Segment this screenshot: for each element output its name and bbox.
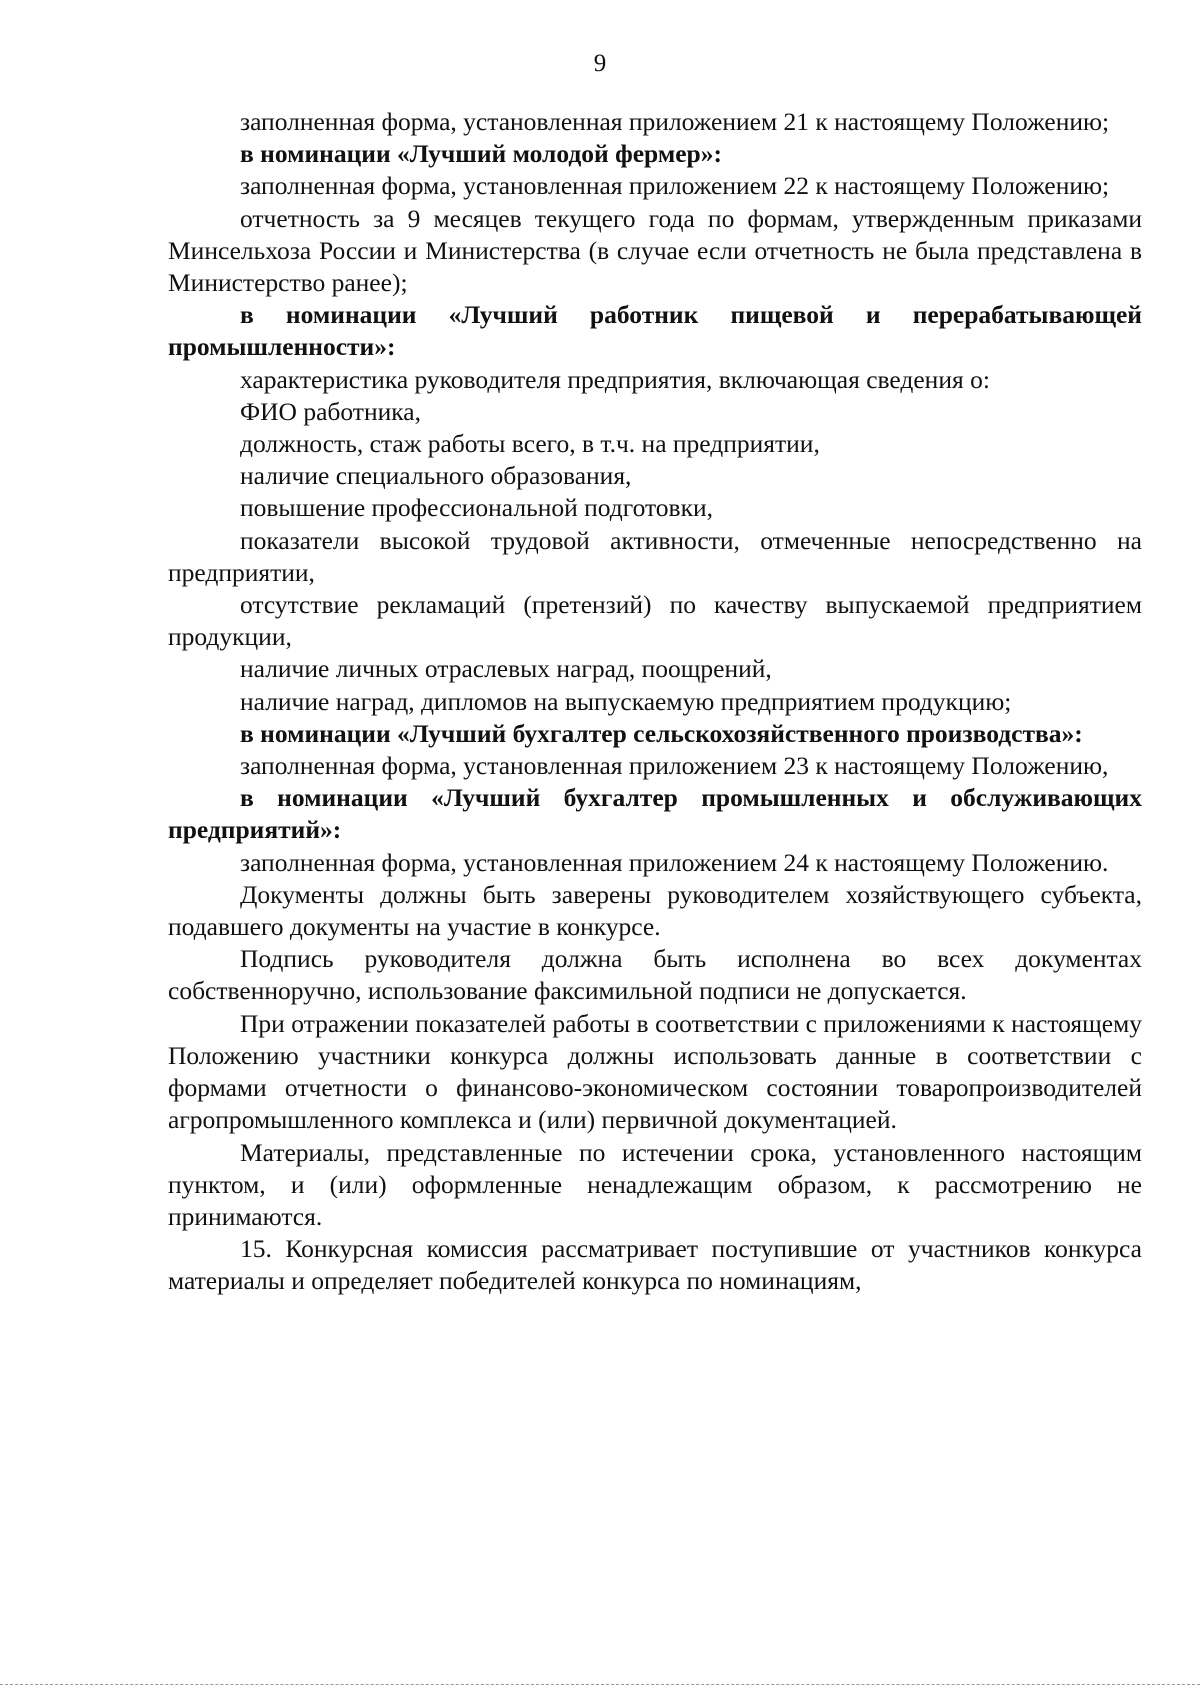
paragraph-form-23: заполненная форма, установленная приложением 23 к настоящему Положению,: [240, 751, 1109, 781]
paragraph-indicators: При отражении показателей работы в соответствии с приложениями к настоящему Положению участники конкурса должны использовать данные в соответствии с формами отчетности о финансово-экономическом состоянии товаропроизводителей агропромышленного комплекса и (или) первичной документацией.: [168, 1008, 1142, 1135]
list-item-professional-training: повышение профессиональной подготовки,: [240, 493, 714, 523]
scan-bottom-edge: [0, 1684, 1200, 1685]
paragraph-certification: Документы должны быть заверены руководителем хозяйствующего субъекта, подавшего документы на участие в конкурсе.: [168, 879, 1142, 942]
paragraph-form-24: заполненная форма, установленная приложением 24 к настоящему Положению.: [240, 847, 1109, 877]
list-item-special-education: наличие специального образования,: [240, 461, 632, 491]
paragraph-signature: Подпись руководителя должна быть исполнена во всех документах собственноручно, использование факсимильной подписи не допускается.: [168, 944, 1142, 1006]
paragraph-form-21: заполненная форма, установленная приложением 21 к настоящему Положению;: [240, 107, 1110, 136]
list-item-full-name: ФИО работника,: [240, 396, 421, 426]
paragraph-item-15: 15. Конкурсная комиссия рассматривает поступившие от участников конкурса материалы и определяет победителей конкурса по номинациям,: [168, 1234, 1142, 1296]
paragraph-form-22: заполненная форма, установленная приложением 22 к настоящему Положению;: [240, 171, 1110, 201]
heading-young-farmer: в номинации «Лучший молодой фермер»:: [240, 139, 722, 169]
list-item-product-diplomas: наличие наград, дипломов на выпускаемую предприятием продукцию;: [240, 686, 1012, 716]
heading-agri-accountant: в номинации «Лучший бухгалтер сельскохозяйственного производства»:: [240, 718, 1083, 748]
heading-food-industry-worker: в номинации «Лучший работник пищевой и перерабатывающей промышленности»:: [168, 300, 1142, 362]
list-item-position-experience: должность, стаж работы всего, в т.ч. на предприятии,: [240, 429, 820, 459]
list-item-labor-activity: показатели высокой трудовой активности, отмеченные непосредственно на предприятии,: [168, 525, 1142, 587]
page-number: 9: [593, 50, 607, 77]
paragraph-late-materials: Материалы, представленные по истечении срока, установленного настоящим пунктом, и (или) оформленные ненадлежащим образом, к рассмотрению не принимаются.: [168, 1137, 1142, 1231]
paragraph-reporting-9-months: отчетность за 9 месяцев текущего года по формам, утвержденным приказами Минсельхоза России и Министерства (в случае если отчетность не была представлена в Министерство ранее);: [168, 203, 1142, 298]
list-item-no-complaints: отсутствие рекламаций (претензий) по качеству выпускаемой предприятием продукции,: [168, 590, 1142, 652]
paragraph-manager-characteristics: характеристика руководителя предприятия, включающая сведения о:: [240, 364, 990, 394]
page-body: [168, 106, 1142, 1298]
list-item-industry-awards: наличие личных отраслевых наград, поощрений,: [240, 654, 772, 684]
heading-industrial-accountant: в номинации «Лучший бухгалтер промышленных и обслуживающих предприятий»:: [168, 783, 1142, 845]
